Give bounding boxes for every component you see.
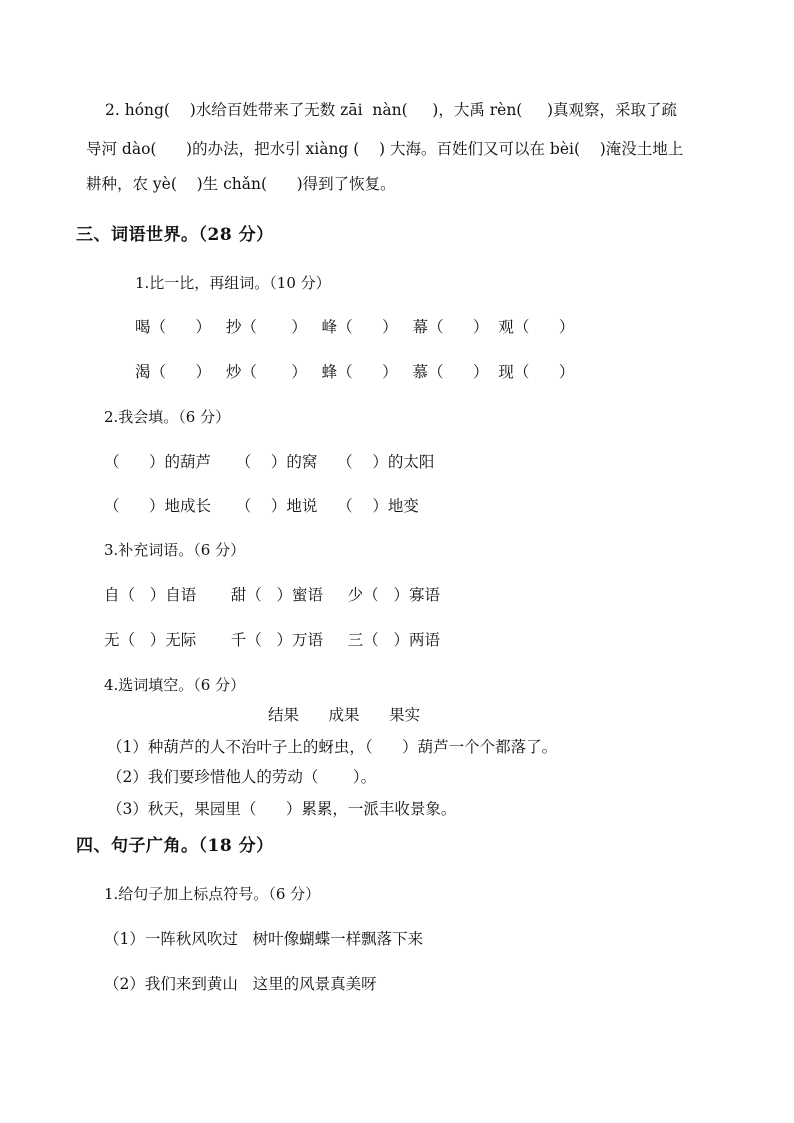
s3-q4-sentence-1: （1）种葫芦的人不治叶子上的蚜虫，（ ）葫芦一个个都落了。 <box>107 738 558 756</box>
s3-q4-sentence-2: （2）我们要珍惜他人的劳动（ ）。 <box>107 768 377 786</box>
q2-line-2: 导河 dào( )的办法，把水引 xiàng ( ) 大海。百姓们又可以在 bèi( )淹没土地上 <box>86 140 684 158</box>
s3-q3-row-2: 无（ ）无际 千（ ）万语 三（ ）两语 <box>104 631 440 649</box>
s3-q2-title: 2.我会填。（6 分） <box>104 408 231 426</box>
s3-q1-title: 1.比一比，再组词。（10 分） <box>135 274 331 292</box>
s4-q1-title: 1.给句子加上标点符号。（6 分） <box>104 885 321 903</box>
s3-q4-sentence-3: （3）秋天，果园里（ ）累累，一派丰收景象。 <box>107 800 457 818</box>
s4-q1-sentence-2: （2）我们来到黄山 这里的风景真美呀 <box>104 975 377 993</box>
s4-q1-sentence-1: （1）一阵秋风吹过 树叶像蝴蝶一样飘落下来 <box>104 930 424 948</box>
section-3-title: 三、词语世界。（28 分） <box>76 225 274 245</box>
s3-q1-row-2: 渴（ ） 炒（ ） 蜂（ ） 慕（ ） 现（ ） <box>135 363 575 381</box>
section-4-title: 四、句子广角。（18 分） <box>76 836 274 856</box>
s3-q2-row-1: （ ）的葫芦 （ ）的窝 （ ）的太阳 <box>104 453 435 471</box>
q2-line-3: 耕种，农 yè( )生 chǎn( )得到了恢复。 <box>86 175 396 193</box>
s3-q1-row-1: 喝（ ） 抄（ ） 峰（ ） 幕（ ） 观（ ） <box>135 318 575 336</box>
q2-line-1: 2. hóng( )水给百姓带来了无数 zāi nàn( )，大禹 rèn( )真观察，采取了疏 <box>105 101 678 119</box>
s3-q4-word-options: 结果 成果 果实 <box>268 706 421 724</box>
s3-q3-title: 3.补充词语。（6 分） <box>104 541 246 559</box>
s3-q3-row-1: 自（ ）自语 甜（ ）蜜语 少（ ）寡语 <box>104 586 440 604</box>
s3-q2-row-2: （ ）地成长 （ ）地说 （ ）地变 <box>104 497 419 515</box>
s3-q4-title: 4.选词填空。（6 分） <box>104 676 246 694</box>
